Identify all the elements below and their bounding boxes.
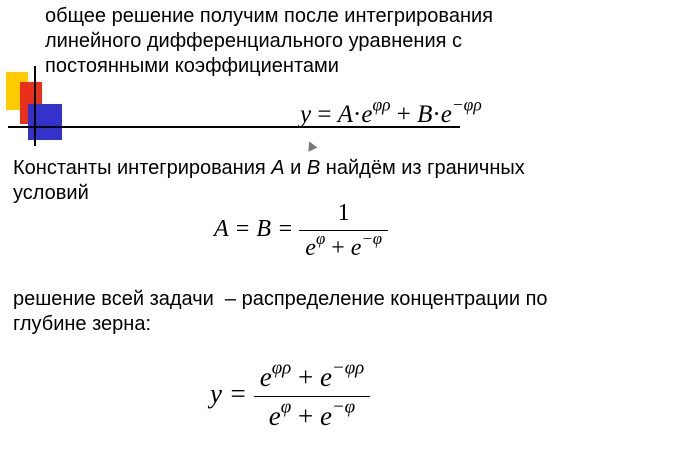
constants-A: A [271, 157, 285, 179]
eq3-lhs: y = [210, 378, 247, 409]
eq2-lhs: A = B = [214, 216, 294, 243]
constants-text-before: Константы интегрирования [13, 157, 272, 179]
eq1-plus: + [396, 101, 411, 128]
eq3-numerator [254, 357, 371, 396]
solution-line-1: решение всей задачи – распределение концентрации по [13, 288, 548, 310]
eq1-exponent-1: φρ [372, 94, 391, 115]
eq3-den-exp-1: φ [280, 396, 292, 418]
constants-line-1 [13, 156, 525, 181]
eq1-exponent-2: −φρ [451, 94, 482, 115]
eq1-B: B [417, 101, 433, 128]
eq1-y: y [300, 101, 312, 128]
eq1-e-1: e [361, 101, 373, 128]
constants-equation [214, 198, 388, 263]
constants-and: и [284, 157, 307, 179]
eq3-num-plus: + [297, 362, 314, 392]
final-solution-equation [210, 357, 370, 433]
eq3-num-e-2: e [319, 362, 332, 392]
eq2-den-exp-2: −φ [361, 229, 383, 249]
intro-line-1: общее решение получим после интегрирования [45, 5, 493, 27]
eq2-den-e-1: e [305, 235, 316, 261]
eq1-A: A [337, 101, 353, 128]
eq3-num-exp-1: φρ [271, 357, 292, 379]
eq3-den-e-1: e [268, 401, 281, 431]
solution-line-2: глубине зерна: [13, 313, 152, 335]
intro-paragraph [45, 4, 493, 79]
eq1-dot-2: · [432, 101, 441, 128]
general-solution-equation [300, 94, 482, 130]
eq1-e-2: e [440, 101, 452, 128]
eq3-den-e-2: e [319, 401, 332, 431]
eq2-denominator [299, 230, 388, 263]
eq3-fraction [254, 357, 371, 433]
eq3-den-plus: + [297, 401, 314, 431]
eq3-denominator [254, 396, 371, 433]
decor-vertical-line [34, 66, 36, 146]
eq3-num-e-1: e [259, 362, 272, 392]
eq3-num-exp-2: −φρ [331, 357, 365, 379]
intro-line-3: постоянными коэффициентами [45, 55, 339, 77]
eq2-fraction [299, 198, 388, 263]
eq3-den-exp-2: −φ [331, 396, 356, 418]
intro-line-2: линейного дифференциального уравнения с [45, 30, 463, 52]
eq2-den-exp-1: φ [315, 229, 326, 249]
constants-line-2: условий [13, 182, 89, 204]
eq1-dot-1: · [353, 101, 362, 128]
eq2-numerator: 1 [337, 200, 350, 226]
solution-paragraph [13, 287, 548, 337]
mouse-cursor-icon [305, 139, 318, 151]
eq1-equals: = [317, 101, 332, 128]
eq2-den-plus: + [331, 235, 345, 261]
eq2-den-e-2: e [350, 235, 362, 261]
constants-B: B [306, 157, 321, 179]
constants-text-after: найдём из граничных [320, 157, 525, 179]
